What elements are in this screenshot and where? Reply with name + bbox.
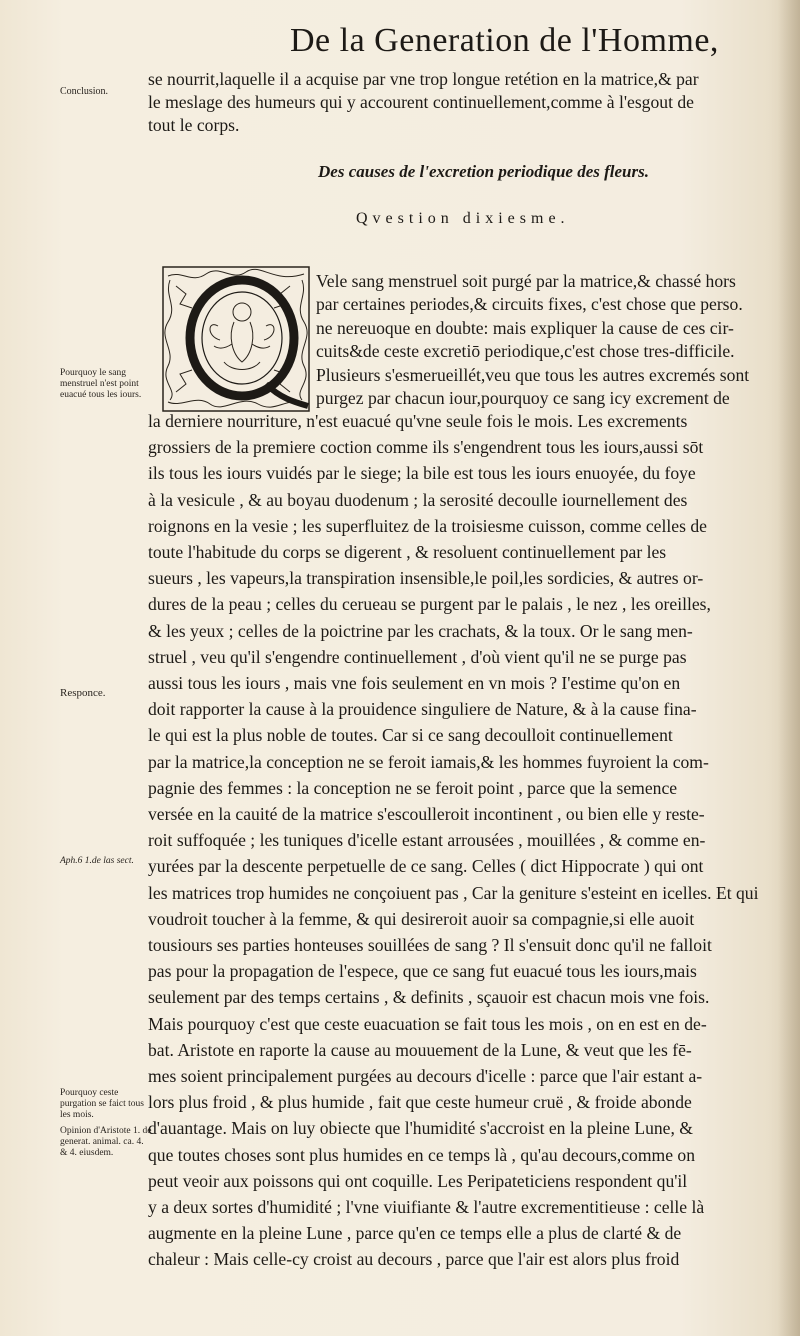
text-line: à la vesicule , & au boyau duodenum ; la serosité decoulle iournellement des [148, 489, 688, 510]
text-line: bat. Aristote en raporte la cause au mouuement de la Lune, & veut que les fē- [148, 1039, 692, 1060]
text-line: se nourrit,laquelle il a acquise par vne trop longue retétion en la matrice,& par [148, 69, 699, 89]
text-line: roit suffoquée ; les tuniques d'icelle estant arrousées , mouillées , & comme en- [148, 830, 706, 851]
text-line: la derniere nourriture, n'est euacué qu'vne seule fois le mois. Les excrements [148, 411, 688, 431]
text-line: d'auantage. Mais on luy obiecte que l'humidité s'accroist en la pleine Lune, & [148, 1118, 693, 1139]
margin-note-aphorism: Aph.6 1.de las sect. [60, 856, 134, 866]
page-fold-shadow [778, 0, 800, 1336]
text-line: augmente en la pleine Lune , parce qu'en ce temps elle a plus de clarté & de [148, 1223, 682, 1244]
text-line: chaleur : Mais celle-cy croist au decours , parce que l'air est alors plus froid [148, 1249, 680, 1270]
margin-note-opinion-aristote: Opinion d'Aristote 1. de generat. animal. ca. 4. & 4. eiusdem. [60, 1126, 152, 1158]
text-line: le qui est la plus noble de toutes. Car si ce sang decoulloit continuellement [148, 725, 673, 746]
text-line: y a deux sortes d'humidité ; l'vne viuifiante & l'autre excrementitieuse : celle là [148, 1197, 705, 1217]
text-line: Mais pourquoy c'est que ceste euacuation se fait tous les mois , on en est en de- [148, 1013, 707, 1034]
text-line: doit rapporter la cause à la prouidence singuliere de Nature, & à la cause fina- [148, 699, 697, 720]
margin-note-pourquoy: Pourquoy le sang menstruel n'est point euacué tous les iours. [60, 368, 142, 400]
ornamental-dropcap-q [162, 266, 310, 412]
text-line: voudroit toucher à la femme, & qui desireroit auoir sa compagnie,si elle auoit [148, 908, 695, 929]
margin-note-pourquoy-mois: Pourquoy ceste purgation se faict tous les mois. [60, 1088, 144, 1120]
text-line: les matrices trop humides ne conçoiuent pas , Car la geniture s'esteint en icelles. Et qui [148, 882, 759, 903]
text-line: & les yeux ; celles de la poictrine par les crachats, & la toux. Or le sang men- [148, 620, 693, 641]
text-line: par la matrice,la conception ne se feroit iamais,& les hommes fuyroient la com- [148, 751, 709, 772]
text-line: dures de la peau ; celles du cerueau se purgent par le palais , le nez , les oreilles, [148, 594, 711, 615]
text-line: Plusieurs s'esmerueillét,veu que tous les autres excremés sont [316, 364, 750, 385]
text-line: tousiours ses parties honteuses souillées de sang ? Il s'ensuit donc qu'il ne falloit [148, 935, 712, 955]
text-line: grossiers de la premiere coction comme ils s'engendrent tous les iours,aussi sōt [148, 437, 704, 458]
margin-note-responce: Responce. [60, 687, 106, 699]
text-line: cuits&de ceste excretiō periodique,c'est chose tres-difficile. [316, 341, 735, 362]
text-line: lors plus froid , & plus humide , fait que ceste humeur cruë , & froide abonde [148, 1092, 692, 1113]
section-heading: Des causes de l'excretion periodique des fleurs. [318, 162, 649, 181]
text-line: tout le corps. [148, 115, 240, 135]
text-line: seulement par des temps certains , & definits , sçauoir est chacun mois vne fois. [148, 987, 710, 1008]
text-line: sueurs , les vapeurs,la transpiration insensible,le poil,les sordicies, & autres or- [148, 568, 704, 589]
text-line: yurées par la descente perpetuelle de ce sang. Celles ( dict Hippocrate ) qui ont [148, 856, 704, 877]
text-line: versée en la cauité de la matrice s'escoulleroit incontinent , ou bien elle y reste- [148, 804, 705, 824]
text-line: Vele sang menstruel soit purgé par la matrice,& chassé hors [316, 271, 736, 291]
text-line: struel , veu qu'il s'engendre continuellement , d'où vient qu'il ne se purge pas [148, 646, 687, 667]
text-line: mes soient principalement purgées au decours d'icelle : parce que l'air estant a- [148, 1066, 703, 1086]
text-line: ils tous les iours vuidés par le siege; la bile est tous les iours enuoyée, du foye [148, 463, 696, 484]
text-line: ne nereuoque en doubte: mais expliquer la cause de ces cir- [316, 317, 734, 338]
question-title: Qvestion dixiesme. [356, 210, 570, 227]
text-line: peut veoir aux poissons qui ont coquille. Les Peripateticiens respondent qu'il [148, 1170, 688, 1191]
text-line: toute l'habitude du corps se digerent , & resoluent continuellement par les [148, 542, 667, 562]
margin-note-conclusion: Conclusion. [60, 86, 109, 97]
text-line: pagnie des femmes : la conception ne se feroit point , parce que la semence [148, 777, 678, 798]
text-line: roignons en la vesie ; les superfluitez de la troisiesme cuisson, comme celles de [148, 515, 707, 536]
text-line: aussi tous les iours , mais vne fois seulement en vn mois ? I'estime qu'on en [148, 673, 681, 693]
running-head: De la Generation de l'Homme, [290, 22, 719, 59]
text-line: que toutes choses sont plus humides en ce temps là , qu'au decours,comme on [148, 1144, 695, 1165]
text-line: pas pour la propagation de l'espece, que ce sang fut euacué tous les iours,mais [148, 961, 697, 982]
text-line: purgez par chacun iour,pourquoy ce sang icy excrement de [316, 388, 730, 408]
text-line: le meslage des humeurs qui y accourent continuellement,comme à l'esgout de [148, 92, 694, 112]
text-line: par certaines periodes,& circuits fixes, c'est chose que perso. [316, 294, 743, 315]
